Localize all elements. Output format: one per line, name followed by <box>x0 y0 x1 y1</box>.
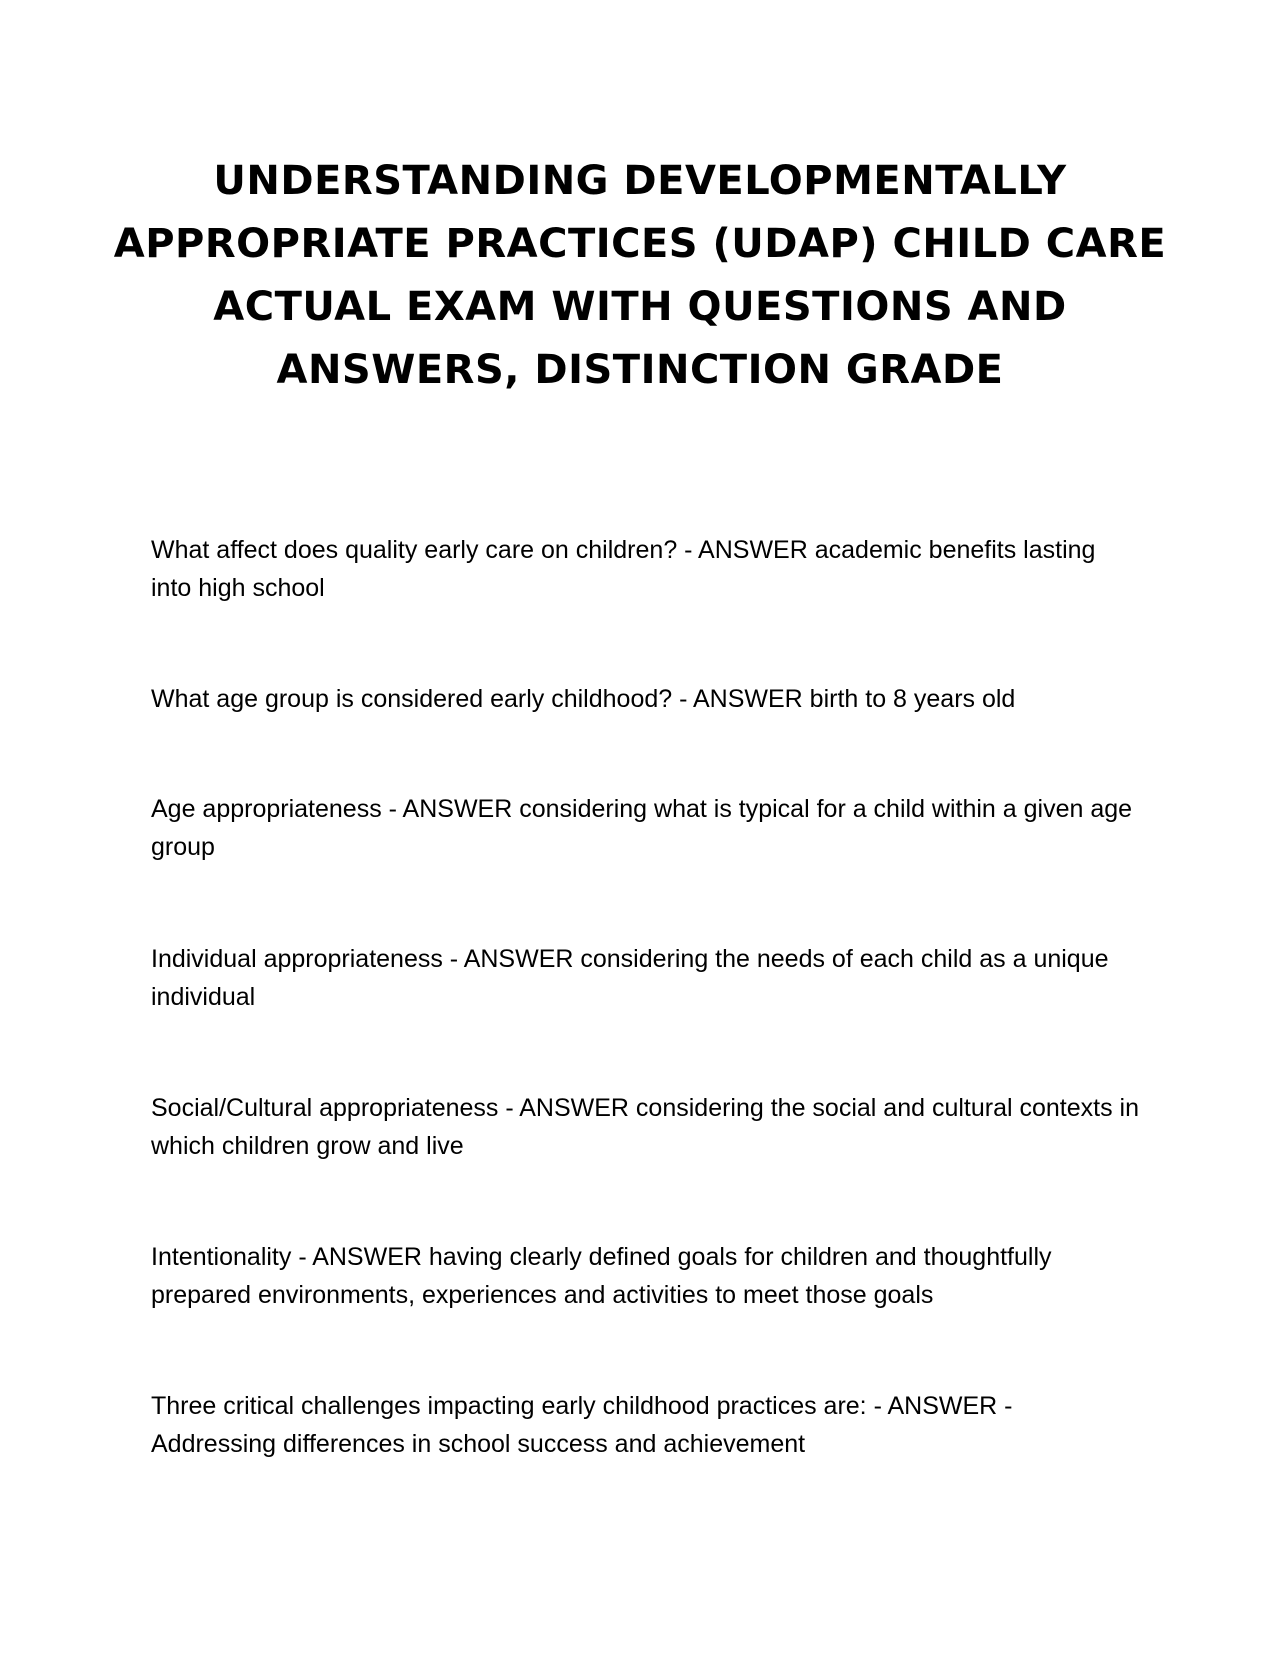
qa-item: Age appropriateness - ANSWER considering what is typical for a child within a given age group <box>151 795 1133 861</box>
qa-item: Social/Cultural appropriateness - ANSWER considering the social and cultural contexts in which children grow and live <box>151 1094 1139 1160</box>
qa-item: Intentionality - ANSWER having clearly defined goals for children and thoughtfully prepared environments, experiences and activities to meet those goals <box>151 1243 1052 1309</box>
qa-item: What age group is considered early childhood? - ANSWER birth to 8 years old <box>151 685 1016 713</box>
qa-item: Three critical challenges impacting early childhood practices are: - ANSWER - Addressing differences in school success and achievement <box>151 1392 1013 1458</box>
qa-item: What affect does quality early care on children? - ANSWER academic benefits lasting into high school <box>151 536 1096 602</box>
document-title: UNDERSTANDING DEVELOPMENTALLY APPROPRIATE PRACTICES (UDAP) CHILD CARE ACTUAL EXAM WITH QUESTIONS AND ANSWERS, DISTINCTION GRADE <box>113 158 1167 393</box>
qa-item: Individual appropriateness - ANSWER considering the needs of each child as a unique individual <box>151 945 1109 1011</box>
